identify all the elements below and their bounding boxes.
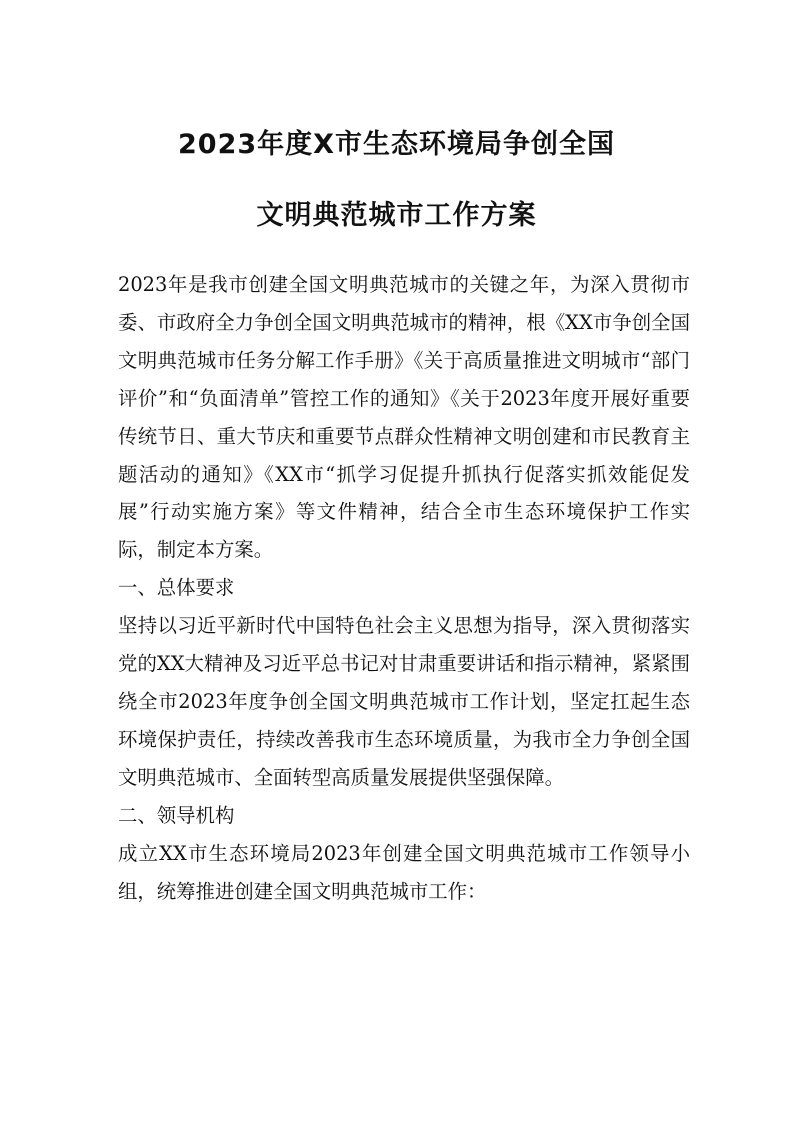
section-heading-leadership: 二、领导机构 bbox=[118, 803, 235, 827]
document-body bbox=[118, 266, 690, 910]
leadership-paragraph: 成立XX市生态环境局2023年创建全国文明典范城市工作领导小组，统筹推进创建全国文明典范城市工作： bbox=[118, 841, 690, 903]
section-heading-general-requirements: 一、总体要求 bbox=[118, 576, 235, 600]
document-title-line-2: 文明典范城市工作方案 bbox=[256, 200, 537, 231]
document-title-line-1: 2023年度X市生态环境局争创全国 bbox=[178, 129, 615, 160]
intro-paragraph: 2023年是我市创建全国文明典范城市的关键之年，为深入贯彻市委、市政府全力争创全国文明典范城市的精神，根《XX市争创全国文明典范城市任务分解工作手册》《关于高质量推进文明城市“部门评价”和“负面清单”管控工作的通知》《关于2023年度开展好重要传统节日、重大节庆和重要节点群众性精神文明创建和市民教育主题活动的通知》《XX市“抓学习促提升抓执行促落实抓效能促发展”行动实施方案》等文件精神，结合全市生态环境保护工作实际，制定本方案。 bbox=[118, 273, 690, 562]
general-requirements-paragraph: 坚持以习近平新时代中国特色社会主义思想为指导，深入贯彻落实党的XX大精神及习近平总书记对甘肃重要讲话和指示精神，紧紧围绕全市2023年度争创全国文明典范城市工作计划，坚定扛起生态环境保护责任，持续改善我市生态环境质量，为我市全力争创全国文明典范城市、全面转型高质量发展提供坚强保障。 bbox=[118, 614, 690, 789]
